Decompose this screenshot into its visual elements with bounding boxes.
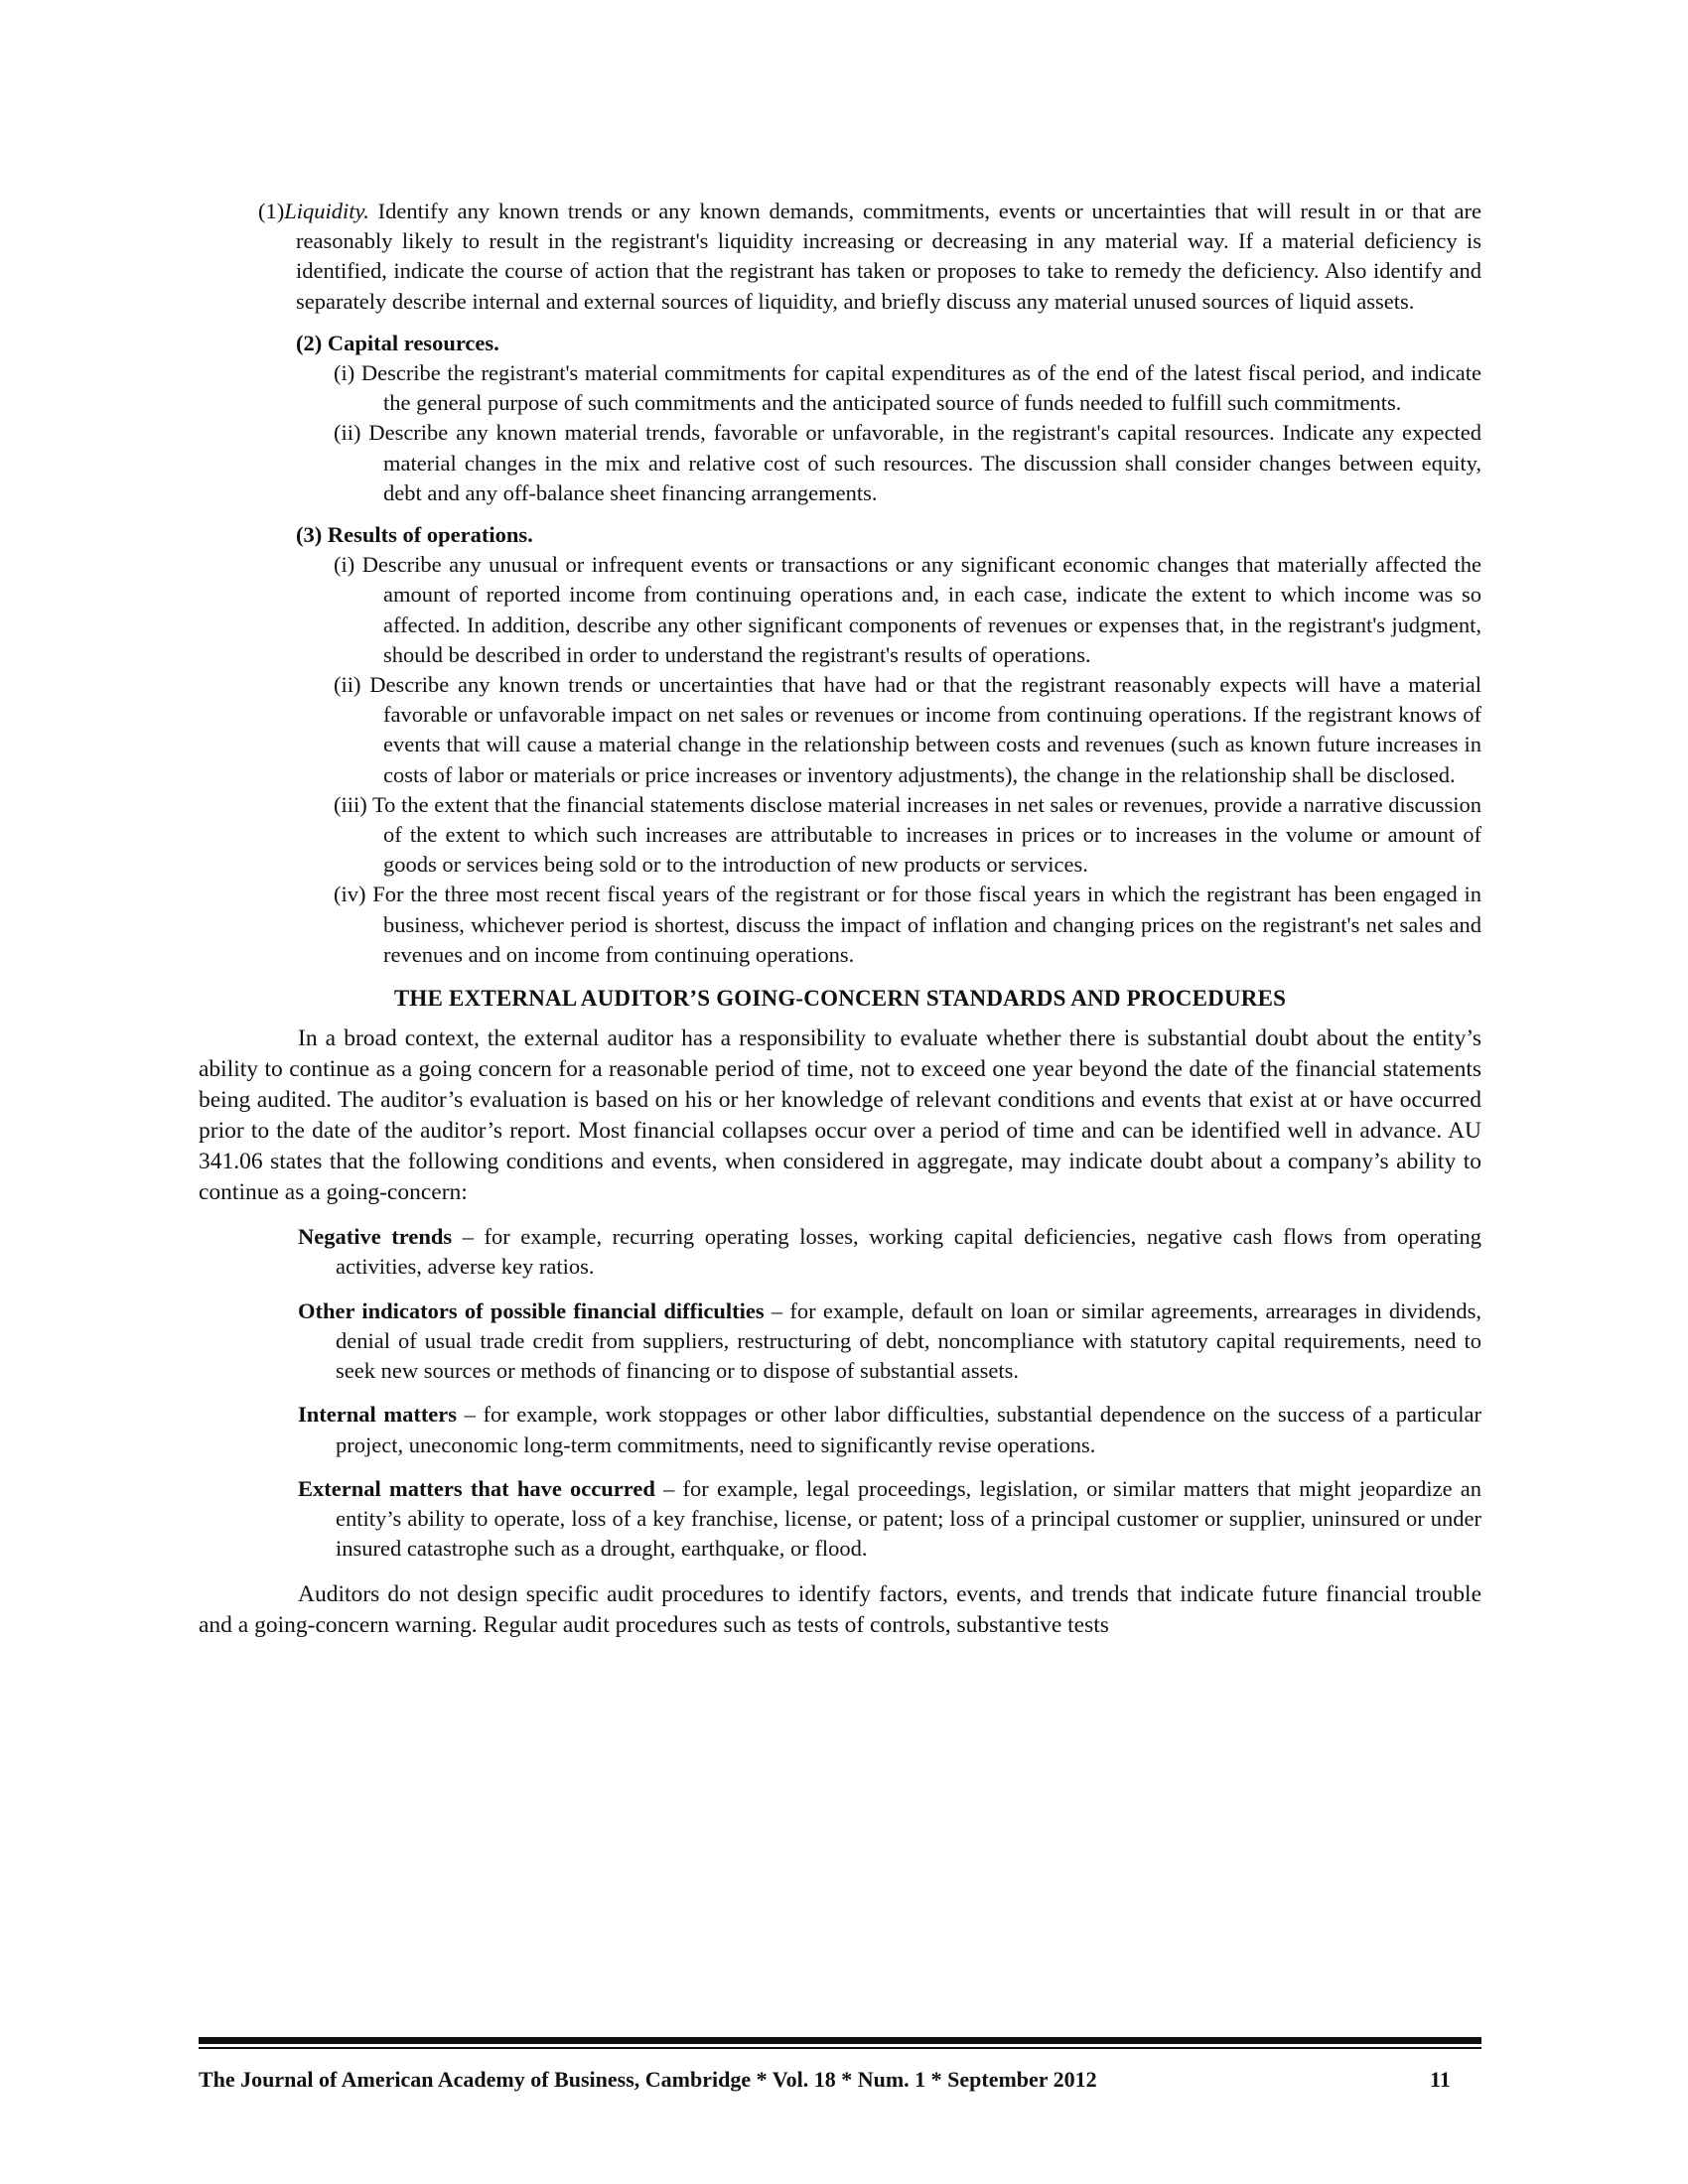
condition-term: Negative trends bbox=[298, 1224, 453, 1250]
condition-text: – for example, legal proceedings, legislation, or similar matters that might jeopardize an entity’s ability to operate, loss of a key franchise, license, or patent; loss of a principal customer or supplier, uninsured or under insured catastrophe such as a drought, earthquake, or flood. bbox=[336, 1475, 1482, 1562]
closing-paragraph: Auditors do not design specific audit procedures to identify factors, events, and trends that indicate future financial trouble and a going-concern warning. Regular audit procedures such as tests of controls, substantive tests bbox=[199, 1581, 1481, 1639]
condition-external-matters bbox=[298, 1474, 1481, 1565]
document-body bbox=[199, 197, 1481, 1641]
footer-rule-thick bbox=[199, 2037, 1481, 2044]
capital-item-ii: (ii) Describe any known material trends, favorable or unfavorable, in the registrant's capital resources. Indicate any expected material changes in the mix and relative cost of such resources. The discussion shall consider changes between equity, debt and any off-balance sheet financing arrangements. bbox=[334, 420, 1481, 505]
page-number: 11 bbox=[1430, 2067, 1451, 2092]
liquidity-number: (1) bbox=[258, 199, 285, 223]
capital-resources-heading: (2) Capital resources. bbox=[296, 330, 499, 355]
condition-internal-matters bbox=[298, 1400, 1481, 1459]
results-item-ii: (ii) Describe any known trends or uncertainties that have had or that the registrant reasonably expects will have a material favorable or unfavorable impact on net sales or revenues or income from continuing operations. If the registrant knows of events that will cause a material change in the relationship between costs and revenues (such as known future increases in costs of labor or materials or price increases or inventory adjustments), the change in the relationship shall be disclosed. bbox=[334, 672, 1481, 787]
condition-negative-trends bbox=[298, 1222, 1481, 1282]
footer-journal-citation: The Journal of American Academy of Business, Cambridge * Vol. 18 * Num. 1 * September 2012 bbox=[199, 2067, 1097, 2092]
condition-text: – for example, default on loan or similar agreements, arrearages in dividends, denial of usual trade credit from suppliers, restructuring of debt, noncompliance with statutory capital requirements, need to seek new sources or methods of financing or to dispose of substantial assets. bbox=[336, 1297, 1481, 1384]
condition-term: Other indicators of possible financial difficulties bbox=[298, 1297, 765, 1323]
liquidity-paragraph bbox=[258, 197, 1481, 317]
results-item-iii: (iii) To the extent that the financial statements disclose material increases in net sales or revenues, provide a narrative discussion of the extent to which such increases are attributable to increases in prices or to increases in the volume or amount of goods or services being sold or to the introduction of new products or services. bbox=[334, 791, 1481, 878]
capital-item-i: (i) Describe the registrant's material commitments for capital expenditures as of the end of the latest fiscal period, and indicate the general purpose of such commitments and the anticipated source of funds needed to fulfill such commitments. bbox=[334, 360, 1481, 416]
results-of-operations-heading: (3) Results of operations. bbox=[296, 522, 533, 548]
condition-term: Internal matters bbox=[298, 1402, 458, 1428]
condition-text: – for example, recurring operating losses, working capital deficiencies, negative cash flows from operating activities, adverse key ratios. bbox=[336, 1224, 1481, 1280]
condition-financial-difficulties bbox=[298, 1297, 1481, 1387]
section-title: THE EXTERNAL AUDITOR’S GOING-CONCERN STANDARDS AND PROCEDURES bbox=[393, 986, 1287, 1012]
results-item-i: (i) Describe any unusual or infrequent events or transactions or any significant economic changes that materially affected the amount of reported income from continuing operations and, in each case, indicate the extent to which income was so affected. In addition, describe any other significant components of revenues or expenses that, in the registrant's judgment, should be described in order to understand the registrant's results of operations. bbox=[334, 552, 1481, 667]
condition-text: – for example, work stoppages or other labor difficulties, substantial dependence on the success of a particular project, uneconomic long-term commitments, need to significantly revise operations. bbox=[336, 1402, 1481, 1457]
footer-rule-thin bbox=[199, 2047, 1481, 2049]
results-item-iv: (iv) For the three most recent fiscal years of the registrant or for those fiscal years in which the registrant has been engaged in business, whichever period is shortest, discuss the impact of inflation and changing prices on the registrant's net sales and revenues and on income from continuing operations. bbox=[334, 882, 1481, 967]
liquidity-term: Liquidity. bbox=[284, 199, 369, 223]
condition-term: External matters that have occurred bbox=[298, 1475, 655, 1501]
liquidity-text: Identify any known trends or any known demands, commitments, events or uncertainties that will result in or that are reasonably likely to result in the registrant's liquidity increasing or decreasing in any material way. If a material deficiency is identified, indicate the course of action that the registrant has taken or proposes to take to remedy the deficiency. Also identify and separately describe internal and external sources of liquidity, and briefly discuss any material unused sources of liquid assets. bbox=[296, 199, 1481, 314]
intro-paragraph: In a broad context, the external auditor has a responsibility to evaluate whether there is substantial doubt about the entity’s ability to continue as a going concern for a reasonable period of time, not to exceed one year beyond the date of the financial statements being audited. The auditor’s evaluation is based on his or her knowledge of relevant conditions and events that exist at or have occurred prior to the date of the auditor’s report. Most financial collapses occur over a period of time and can be identified well in advance. AU 341.06 states that the following conditions and events, when considered in aggregate, may indicate doubt about a company’s ability to continue as a going-concern: bbox=[199, 1025, 1481, 1206]
